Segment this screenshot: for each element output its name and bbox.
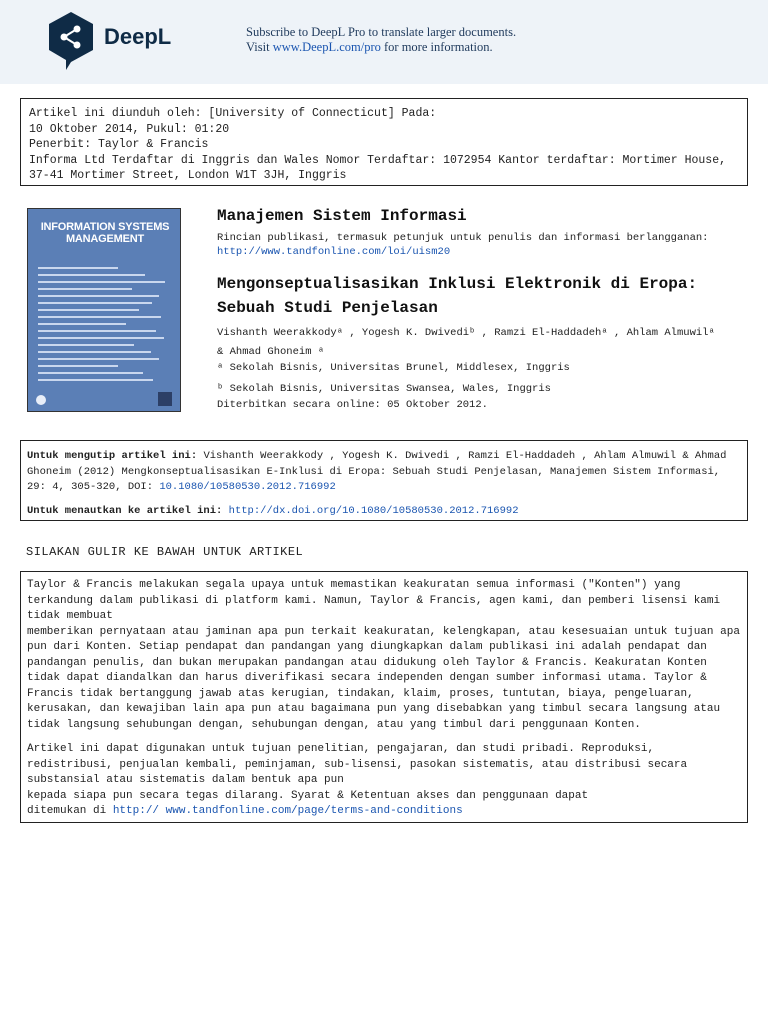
deepl-pro-link[interactable]: www.DeepL.com/pro (272, 40, 381, 54)
journal-cover-image (27, 208, 181, 412)
download-info-line: Artikel ini diunduh oleh: [University of Connecticut] Pada: (29, 107, 437, 120)
banner-line-2-prefix: Visit (246, 40, 273, 54)
cover-title (34, 221, 176, 245)
banner-line-2 (246, 40, 516, 55)
cover-contents-lines (38, 267, 172, 386)
article-title-line: Sebuah Studi Penjelasan (217, 299, 438, 317)
publication-details (217, 231, 737, 259)
cite-body: Vishanth Weerakkody , Yogesh K. Dwivedi , Ramzi El-Haddadeh , Ahlam Almuwil & Ahmad Ghoneim (2012) Mengkonseptualisasikan E-Inklusi di Eropa: Sebuah Studi Penjelasan, Manajemen Sistem Informasi, 29: 4, 305-320, DOI: (27, 450, 727, 493)
cover-title-line: INFORMATION SYSTEMS (40, 221, 170, 233)
published-online: Diterbitkan secara online: 05 Oktober 2012. (217, 399, 488, 411)
download-info-line: 37-41 Mortimer Street, London W1T 3JH, Inggris (29, 169, 347, 182)
deepl-logo-text: DeepL (104, 24, 172, 49)
link-label: Untuk menautkan ke artikel ini: (27, 504, 223, 517)
terms-link[interactable]: http:// www.tandfonline.com/page/terms-and-conditions (112, 805, 463, 817)
journal-link[interactable]: http://www.tandfonline.com/loi/uism20 (217, 246, 451, 258)
download-info-line: Informa Ltd Terdaftar di Inggris dan Wales Nomor Terdaftar: 1072954 Kantor terdaftar: Mortimer House, (29, 153, 727, 167)
download-info-line: Penerbit: Taylor & Francis (29, 138, 209, 151)
cover-badge-icon (36, 395, 46, 405)
deepl-logo-icon (46, 10, 96, 72)
disclaimer-box (20, 571, 748, 823)
doi-link[interactable]: 10.1080/10580530.2012.716992 (159, 481, 336, 493)
publisher-logo-icon (158, 392, 172, 406)
cite-label: Untuk mengutip artikel ini: (27, 450, 198, 462)
article-title (217, 272, 737, 320)
affiliation-b: ᵇ Sekolah Bisnis, Universitas Swansea, Wales, Inggris (217, 383, 551, 395)
disclaimer-paragraph-1: Taylor & Francis melakukan segala upaya untuk memastikan keakuratan semua informasi ("Konten") yang terkandung dalam publikasi di platform kami. Namun, Taylor & Francis, agen kami, dan pemberi lisensi kami tidak membuat memberikan pernyataan atau jaminan apa pun terkait keakuratan, kelengkapan, atau kesesuaian untuk tujuan apa pun dari Konten. Setiap pendapat dan pandangan yang diungkapkan dalam publikasi ini adalah pendapat dan pandangan penulis, dan bukan merupakan pandangan atau didukung oleh Taylor & Francis. Keakuratan Konten tidak dapat diandalkan dan harus diverifikasi secara independen dengan sumber informasi utama. Taylor & Francis tidak bertanggung jawab atas kerugian, tindakan, klaim, proses, tuntutan, biaya, pengeluaran, kerusakan, dan kewajiban lain apa pun atau bagaimana pun yang disebabkan yang timbul secara langsung atau tidak langsung sehubungan dengan, sehubungan dengan, atau yang timbul dari penggunaan Konten. (27, 579, 740, 731)
banner-line-2-suffix: for more information. (380, 40, 493, 54)
citation-text (27, 449, 741, 496)
authors-line: Vishanth Weerakkodyᵃ , Yogesh K. Dwivediᵇ , Ramzi El-Haddadehᵃ , Ahlam Almuwilᵃ (217, 327, 715, 339)
article-title-line: Mengonseptualisasikan Inklusi Elektronik di Eropa: (217, 275, 698, 293)
banner-line-1: Subscribe to DeepL Pro to translate larger documents. (246, 25, 517, 39)
citation-box (20, 440, 748, 521)
article-authors (217, 324, 737, 362)
publication-details-text: Rincian publikasi, termasuk petunjuk untuk penulis dan informasi berlangganan: (217, 232, 709, 244)
disclaimer-paragraph-2 (27, 742, 741, 820)
download-info-line: 10 Oktober 2014, Pukul: 01:20 (29, 122, 230, 136)
cover-title-line: MANAGEMENT (65, 233, 145, 245)
article-link-line (27, 504, 741, 520)
article-doi-url-link[interactable]: http://dx.doi.org/10.1080/10580530.2012.716992 (228, 504, 519, 517)
banner-message (246, 25, 516, 55)
journal-title: Manajemen Sistem Informasi (217, 207, 467, 225)
affiliation-a: ᵃ Sekolah Bisnis, Universitas Brunel, Middlesex, Inggris (217, 362, 570, 374)
scroll-down-note: SILAKAN GULIR KE BAWAH UNTUK ARTIKEL (26, 545, 304, 559)
disclaimer-paragraph-2-text: Artikel ini dapat digunakan untuk tujuan penelitian, pengajaran, dan studi pribadi. Reproduksi, redistribusi, penjualan kembali, peminjaman, sub-lisensi, pasokan sistematis, atau distribusi secara substansial atau sistematis dalam bentuk apa pun kepada siapa pun secara tegas dilarang. Syarat & Ketentuan akses dan penggunaan dapat ditemukan di (27, 743, 688, 817)
authors-line: & Ahmad Ghoneim ᵃ (217, 346, 325, 358)
download-info-box (20, 98, 748, 186)
deepl-banner (0, 0, 768, 84)
